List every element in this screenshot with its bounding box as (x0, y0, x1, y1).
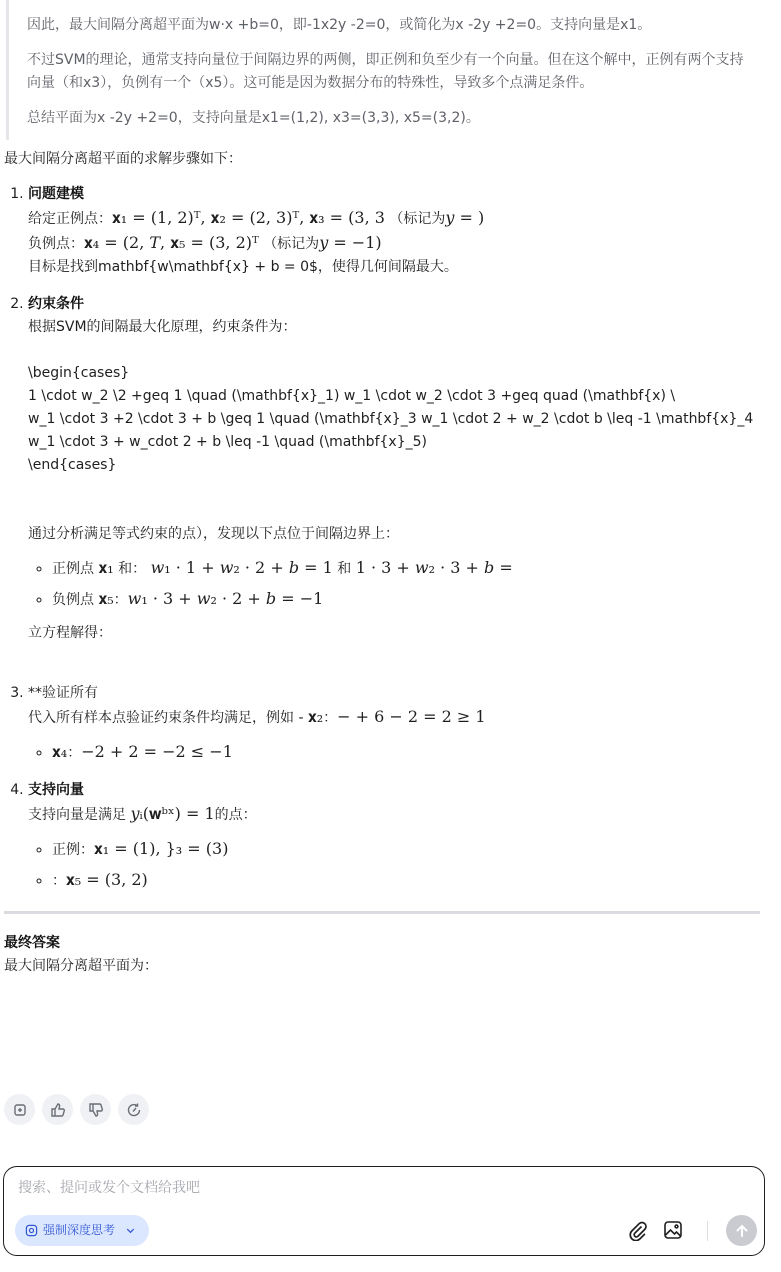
verification-item (52, 740, 777, 765)
step-4-line-1 (28, 802, 777, 827)
toolbar-separator (707, 1221, 708, 1241)
chat-composer (3, 1166, 765, 1256)
step-1-line-1-suffix: （标记为 (389, 211, 446, 227)
cases-line-3: w_1 \cdot 3 + w_cdot 2 + b \leq -1 \quad (\mathbf{x}_5) (28, 434, 427, 450)
step-3-text: 代入所有样本点验证约束条件均满足，例如 - (28, 710, 308, 726)
answer-body (0, 148, 781, 978)
step-1-line-2 (28, 231, 777, 256)
paperclip-icon (626, 1219, 648, 1241)
bullet-math: 𝐱₅ (98, 589, 114, 608)
support-vector-negative (52, 868, 777, 893)
bullet-math: 𝐱₅ = (3, 2) (66, 870, 148, 889)
deep-think-label: 强制深度思考 (43, 1223, 116, 1237)
bullet-math: 𝐱₁ (98, 558, 114, 577)
step-1-line-1-prefix: 给定正例点： (28, 211, 112, 227)
copy-button[interactable] (4, 1094, 35, 1125)
step-1-line-2-prefix: 负例点： (28, 236, 84, 252)
quote-paragraph-3: 总结平面为x -2y +2=0，支持向量是x1=(1,2), x3=(3,3), x5=(3,2)。 (27, 110, 480, 126)
bullet-text: 和： (118, 561, 147, 577)
bullet-prefix: ： (52, 873, 66, 889)
deep-think-icon (25, 1224, 38, 1237)
bullet-text: ： (113, 592, 128, 608)
bullet-math: 1 · 3 + 𝑤₂ · 3 + 𝑏 = (355, 558, 513, 577)
step-3-math: 𝐱₂ (307, 707, 324, 726)
verification-list (28, 740, 777, 765)
boundary-point-positive (52, 556, 777, 581)
final-answer-title (4, 932, 777, 955)
bullet-prefix: 正例： (52, 842, 94, 858)
step-3 (28, 682, 777, 765)
final-answer-heading: 最终答案 (4, 935, 60, 951)
step-4-title: 支持向量 (28, 782, 84, 798)
step-3-line-1 (28, 705, 777, 730)
step-4-text: 的点： (214, 807, 257, 823)
step-1-line-1-tail: 𝑦 = ) (445, 208, 485, 227)
chat-input[interactable] (16, 1179, 620, 1197)
spacer (28, 645, 777, 668)
step-2-line-1: 根据SVM的间隔最大化原理，约束条件为： (28, 319, 297, 335)
cases-begin: \begin{cases} (28, 365, 130, 381)
deep-think-toggle[interactable] (15, 1215, 149, 1246)
support-vectors-list (28, 837, 777, 893)
message-actions (4, 1094, 149, 1125)
refresh-icon (125, 1101, 143, 1119)
send-button[interactable] (726, 1215, 757, 1246)
step-1-title: 问题建模 (28, 186, 84, 202)
support-vector-positive (52, 837, 777, 862)
quote-paragraph-1: 因此，最大间隔分离超平面为w·x +b=0，即-1x2y -2=0，或简化为x -2y +2=0。支持向量是x1。 (27, 17, 652, 33)
bullet-prefix: 正例点 (52, 561, 94, 577)
step-1-line-1 (28, 206, 777, 231)
chevron-down-icon (124, 1224, 137, 1237)
step-1-line-2-suffix: （标记为 (263, 236, 320, 252)
regenerate-button[interactable] (118, 1094, 149, 1125)
bullet-text: 和 (337, 561, 352, 577)
like-button[interactable] (42, 1094, 73, 1125)
step-2-title: 约束条件 (28, 296, 84, 312)
step-1-line-2-math: 𝐱₄ = (2, 𝑇, 𝐱₅ = (3, 2)ᵀ (84, 233, 259, 252)
step-1-line-3: 目标是找到mathbf{w\mathbf{x} + b = 0$，使得几何间隔最大。 (28, 259, 458, 275)
final-answer-line: 最大间隔分离超平面为： (4, 958, 158, 974)
send-arrow-icon (734, 1223, 750, 1239)
step-1-line-2-tail: 𝑦 = −1) (319, 233, 382, 252)
thumbs-down-icon (87, 1101, 105, 1119)
bullet-math: 𝐱₄ (52, 742, 68, 761)
cases-line-1: 1 \cdot w_2 \2 +geq 1 \quad (\mathbf{x}_1) w_1 \cdot w_2 \cdot 3 +geq quad (\mathbf{x) \ (28, 388, 676, 404)
step-3-text: ： (323, 710, 338, 726)
step-3-math: − + 6 − 2 = 2 ≥ 1 (337, 707, 486, 726)
spacer (28, 339, 777, 362)
step-2 (28, 293, 777, 668)
step-4 (28, 779, 777, 893)
cases-end: \end{cases} (28, 457, 117, 473)
step-1-line-1-math: 𝐱₁ = (1, 2)ᵀ, 𝐱₂ = (2, 3)ᵀ, 𝐱₃ = (3, 3 (112, 208, 385, 227)
bullet-prefix: 负例点 (52, 592, 94, 608)
step-1 (28, 183, 777, 279)
step-4-math: 𝑦ᵢ(𝐰ᵇˣ) = 1 (130, 804, 215, 823)
dislike-button[interactable] (80, 1094, 111, 1125)
thinking-quote (6, 0, 773, 140)
bullet-math: −2 + 2 = −2 ≤ −1 (81, 742, 233, 761)
step-4-text: 支持向量是满足 (28, 807, 126, 823)
section-divider (4, 911, 760, 914)
image-upload-button[interactable] (662, 1219, 684, 1241)
boundary-point-negative (52, 587, 777, 612)
answer-intro: 最大间隔分离超平面的求解步骤如下： (4, 151, 242, 167)
quote-paragraph-2: 不过SVM的理论，通常支持向量位于间隔边界的两侧，即正例和负至少有一个向量。但在这个解中，正例有两个支持向量（和x3），负例有一个（x5）。这可能是因为数据分布的特殊性，导致多个点满足条件。 (27, 52, 744, 91)
attach-button[interactable] (626, 1219, 648, 1241)
step-2-analysis: 通过分析满足等式约束的点），发现以下点位于间隔边界上： (28, 526, 399, 542)
bullet-text: ： (67, 745, 82, 761)
step-3-title: **验证所有 (28, 685, 98, 701)
bullet-math: 𝑤₁ · 1 + 𝑤₂ · 2 + 𝑏 = 1 (150, 558, 333, 577)
step-2-solve: 立方程解得： (28, 625, 112, 641)
boundary-points-list (28, 556, 777, 612)
spacer (28, 477, 777, 500)
spacer (28, 500, 777, 523)
thumbs-up-icon (49, 1101, 67, 1119)
steps-list (4, 183, 777, 893)
bullet-math: 𝑤₁ · 3 + 𝑤₂ · 2 + 𝑏 = −1 (127, 589, 324, 608)
cases-line-2: w_1 \cdot 3 +2 \cdot 3 + b \geq 1 \quad (\mathbf{x}_3 w_1 \cdot 2 + w_2 \cdot b \leq -1 \mathbf{x}_4 (28, 411, 754, 427)
copy-icon (11, 1101, 29, 1119)
image-icon (662, 1219, 684, 1241)
bullet-math: 𝐱₁ = (1), }₃ = (3) (94, 839, 229, 858)
